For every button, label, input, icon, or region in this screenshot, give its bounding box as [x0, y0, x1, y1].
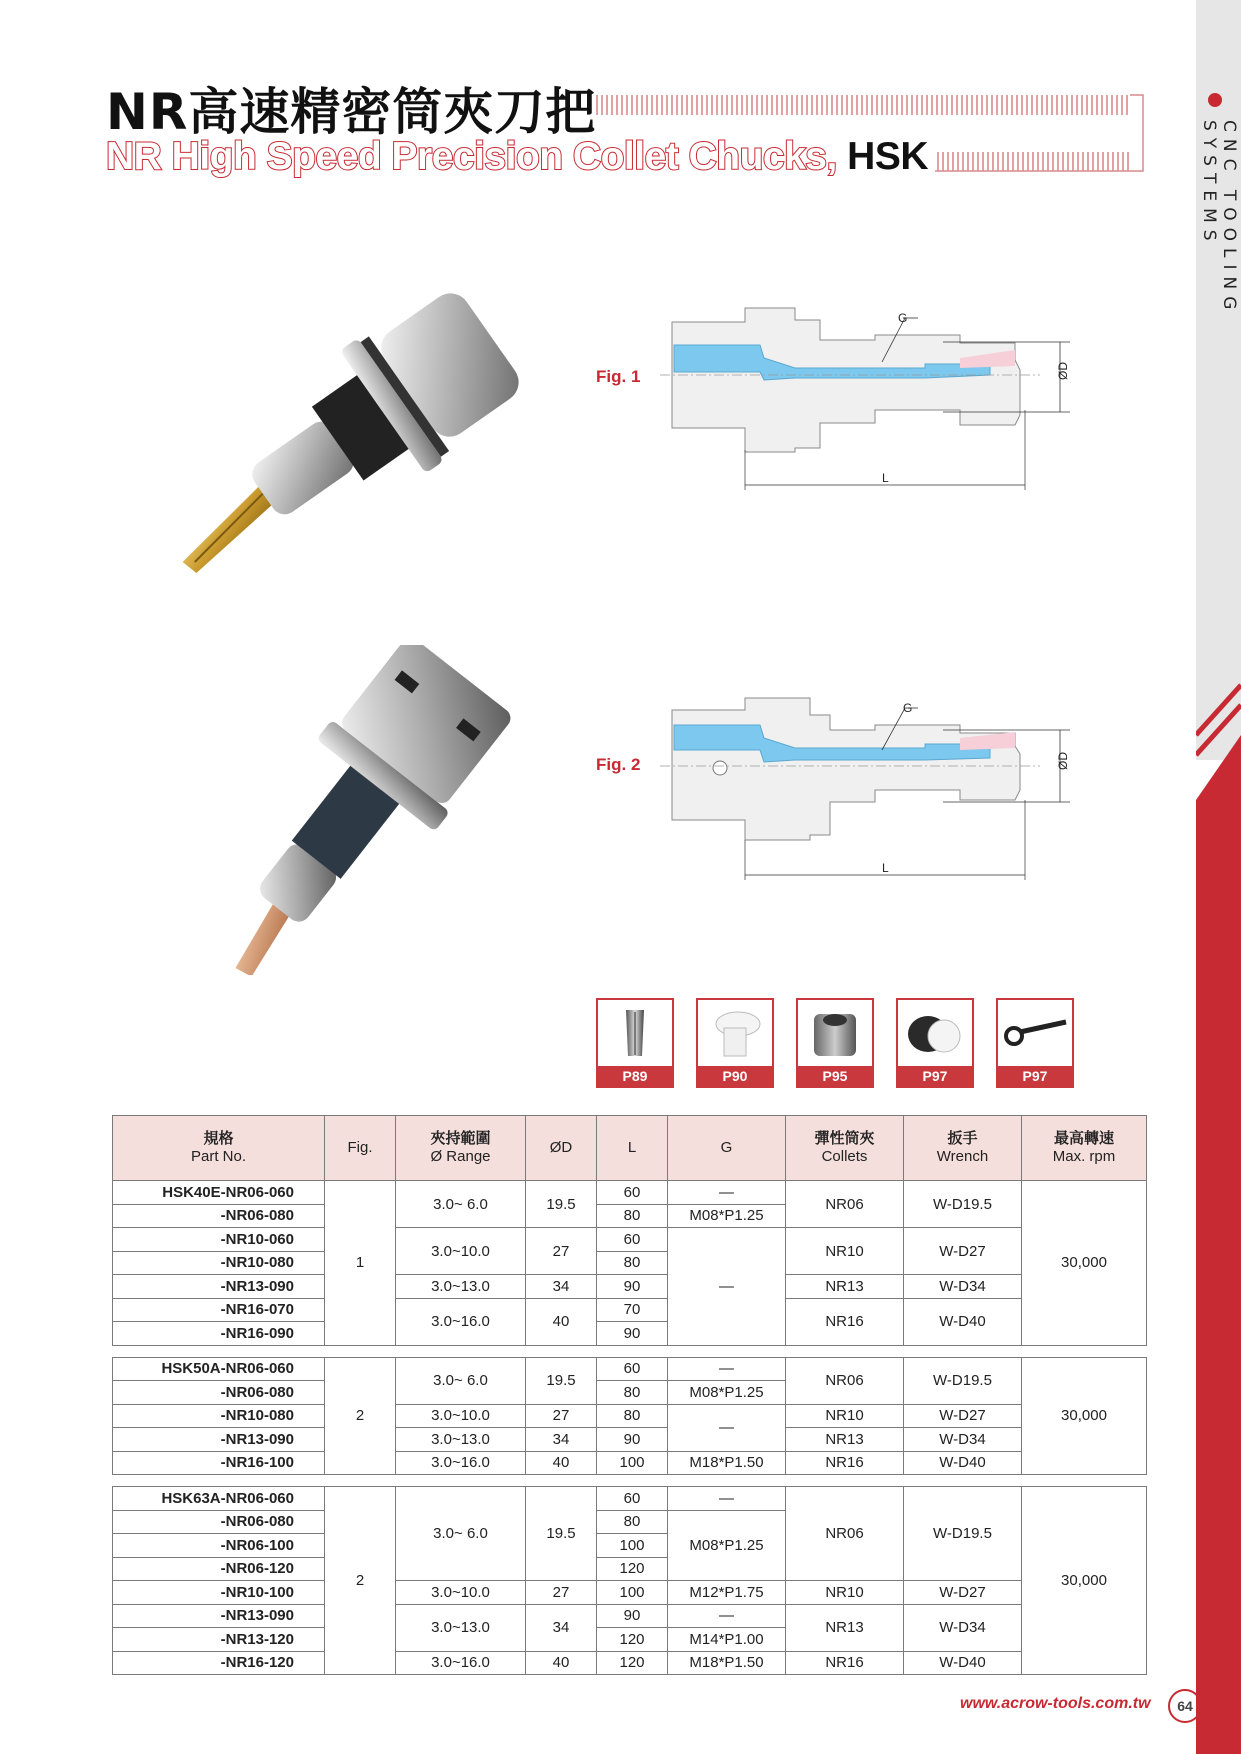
accessory-link-p97-b[interactable]: [996, 998, 1074, 1088]
accessory-link-p95[interactable]: [796, 998, 874, 1088]
table-row: -NR16-070 3.0~16.0 40 70 NR16 W-D40: [113, 1298, 1147, 1322]
table-row: -NR06-080 80 M08*P1.25: [113, 1381, 1147, 1405]
figure-1-l-label: L: [882, 471, 889, 485]
website-link[interactable]: www.acrow-tools.com.tw: [960, 1695, 1151, 1712]
figure-2-drawing: [660, 690, 1090, 890]
table-row: -NR06-120 120: [113, 1557, 1147, 1581]
table-row: HSK40E-NR06-060 1 3.0~ 6.0 19.5 60 — NR06 W-D19.5 30,000: [113, 1181, 1147, 1205]
side-band-text: CNC TOOLING SYSTEMS: [1199, 120, 1239, 317]
col-range: 夾持範圍 Ø Range: [396, 1116, 526, 1181]
table-row: -NR13-090 3.0~13.0 34 90 — NR13 W-D34: [113, 1604, 1147, 1628]
figure-2-l-label: L: [882, 861, 889, 875]
table-row: -NR10-060 3.0~10.0 27 60 — NR10 W-D27: [113, 1228, 1147, 1252]
figure-1-label: Fig. 1: [596, 367, 641, 386]
figure-2-label: Fig. 2: [596, 755, 641, 774]
accessory-label: P90: [698, 1066, 772, 1086]
clamping-nut-icon: [798, 1000, 872, 1066]
accessory-label: P89: [598, 1066, 672, 1086]
col-l: L: [597, 1116, 668, 1181]
table-row: -NR10-080 3.0~10.0 27 80 — NR10 W-D27: [113, 1404, 1147, 1428]
table-row: -NR13-120 120 M14*P1.00: [113, 1628, 1147, 1652]
nut-seal-icon: [898, 1000, 972, 1066]
accessory-label: P97: [998, 1066, 1072, 1086]
wrench-icon: [998, 1000, 1072, 1066]
table-row: -NR06-080 80 M08*P1.25: [113, 1510, 1147, 1534]
figure-1-od-label: ØD: [1056, 362, 1070, 380]
col-max-rpm: 最高轉速 Max. rpm: [1022, 1116, 1147, 1181]
col-od: ØD: [526, 1116, 597, 1181]
col-wrench: 扳手 Wrench: [904, 1116, 1022, 1181]
page-title-en: [106, 135, 928, 179]
spec-table: [112, 1115, 1147, 1675]
accessory-link-p89[interactable]: [596, 998, 674, 1088]
table-row: HSK63A-NR06-060 2 3.0~ 6.0 19.5 60 — NR06 W-D19.5 30,000: [113, 1487, 1147, 1511]
table-row: -NR16-100 3.0~16.0 40 100 M18*P1.50 NR16 W-D40: [113, 1451, 1147, 1475]
collet-icon: [598, 1000, 672, 1066]
table-row: -NR16-090 90: [113, 1322, 1147, 1346]
accessory-link-p97-a[interactable]: [896, 998, 974, 1088]
accessory-link-p90[interactable]: [696, 998, 774, 1088]
seal-plug-icon: [698, 1000, 772, 1066]
table-group-gap: [113, 1345, 1147, 1357]
col-g: G: [668, 1116, 786, 1181]
table-row: -NR10-100 3.0~10.0 27 100 M12*P1.75 NR10 W-D27: [113, 1581, 1147, 1605]
figure-2-g-label: G: [903, 701, 913, 715]
table-row: HSK50A-NR06-060 2 3.0~ 6.0 19.5 60 — NR06 W-D19.5 30,000: [113, 1357, 1147, 1381]
table-group-gap: [113, 1475, 1147, 1487]
page-title-en-suffix: HSK: [847, 135, 929, 178]
table-header: [113, 1116, 1147, 1181]
table-row: -NR13-090 3.0~13.0 34 90 NR13 W-D34: [113, 1275, 1147, 1299]
table-row: -NR13-090 3.0~13.0 34 90 NR13 W-D34: [113, 1428, 1147, 1452]
figure-2-od-label: ØD: [1056, 752, 1070, 770]
product-photo-hsk40e: [150, 265, 550, 605]
table-row: -NR16-120 3.0~16.0 40 120 M18*P1.50 NR16 W-D40: [113, 1651, 1147, 1675]
accessory-label: P95: [798, 1066, 872, 1086]
page-number: 64: [1168, 1689, 1202, 1723]
figure-1-g-label: G: [898, 311, 908, 325]
table-row: -NR06-100 100: [113, 1534, 1147, 1558]
table-row: -NR10-080 80: [113, 1251, 1147, 1275]
page-title-cn: NR高速精密筒夾刀把: [106, 83, 597, 141]
table-row: -NR06-080 80 M08*P1.25: [113, 1204, 1147, 1228]
col-part-no: 規格 Part No.: [113, 1116, 325, 1181]
col-fig: Fig.: [325, 1116, 396, 1181]
page-title-en-main: NR High Speed Precision Collet Chucks,: [106, 135, 837, 178]
product-photo-hsk63a: [150, 645, 550, 975]
accessory-label: P97: [898, 1066, 972, 1086]
col-collets: 彈性筒夾 Collets: [786, 1116, 904, 1181]
figure-1-drawing: [660, 300, 1090, 500]
